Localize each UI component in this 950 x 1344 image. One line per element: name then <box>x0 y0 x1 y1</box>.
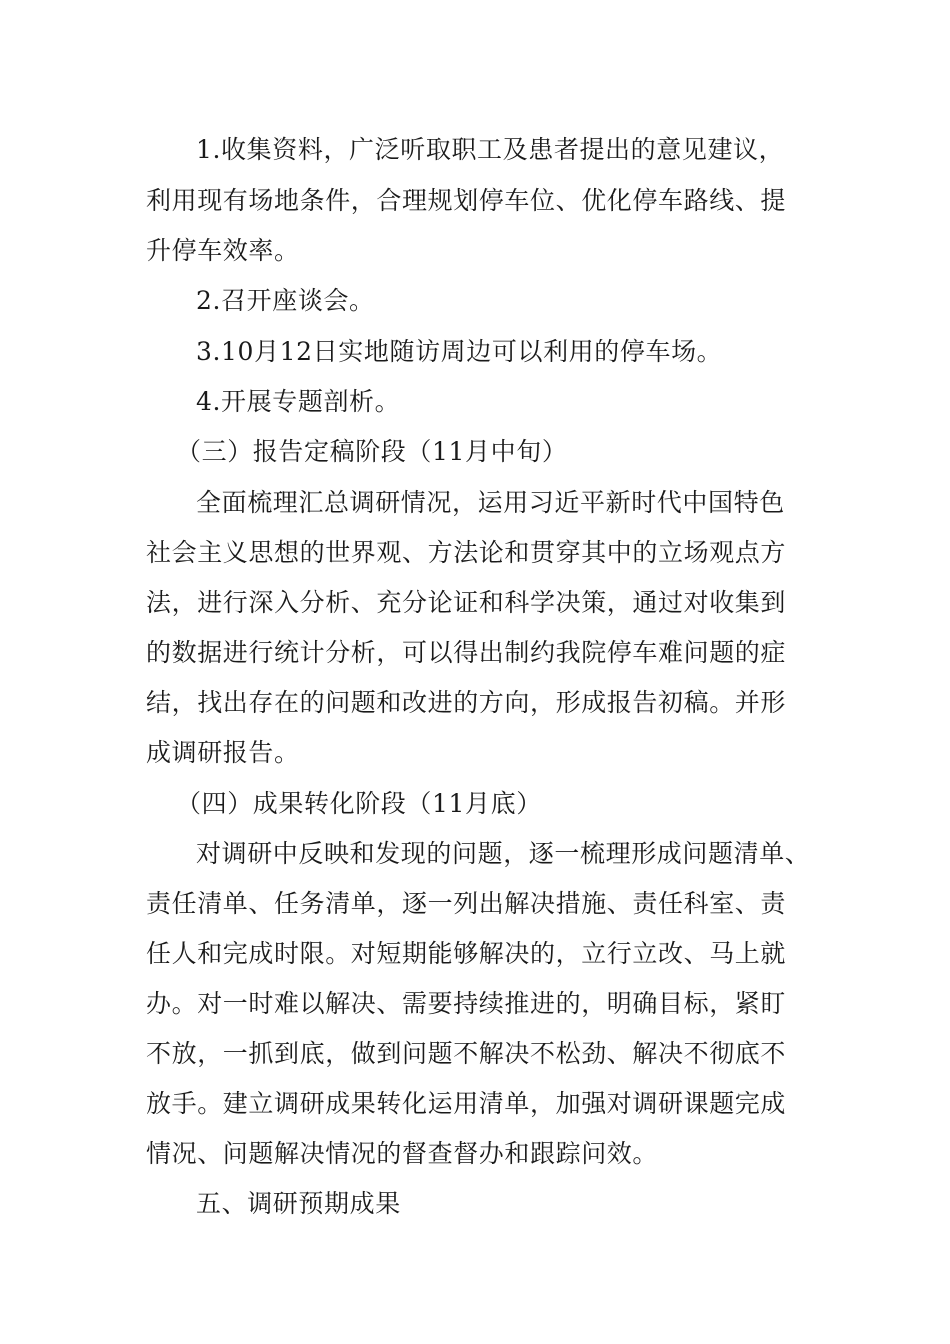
paragraph-line: 任人和完成时限。对短期能够解决的，立行立改、马上就 <box>146 939 787 968</box>
list-item: 4.开展专题剖析。 <box>196 387 401 416</box>
section-heading: （三）报告定稿阶段（11月中旬） <box>176 437 568 466</box>
paragraph-line: 法，进行深入分析、充分论证和科学决策，通过对收集到 <box>146 588 787 617</box>
paragraph-line: 全面梳理汇总调研情况，运用习近平新时代中国特色 <box>196 488 785 517</box>
list-item: 3.10月12日实地随访周边可以利用的停车场。 <box>196 337 723 366</box>
paragraph-line: 1.收集资料，广泛听取职工及患者提出的意见建议， <box>196 135 785 164</box>
paragraph-line: 责任清单、任务清单，逐一列出解决措施、责任科室、责 <box>146 889 787 918</box>
paragraph-line: 的数据进行统计分析，可以得出制约我院停车难问题的症 <box>146 638 787 667</box>
paragraph-line: 成调研报告。 <box>146 738 300 767</box>
paragraph-line: 情况、问题解决情况的督查督办和跟踪问效。 <box>146 1139 659 1168</box>
paragraph-line: 利用现有场地条件，合理规划停车位、优化停车路线、提 <box>146 186 787 215</box>
paragraph-line: 放手。建立调研成果转化运用清单，加强对调研课题完成 <box>146 1089 787 1118</box>
paragraph-line: 结，找出存在的问题和改进的方向，形成报告初稿。并形 <box>146 688 787 717</box>
paragraph-line: 社会主义思想的世界观、方法论和贯穿其中的立场观点方 <box>146 538 787 567</box>
paragraph-line: 不放，一抓到底，做到问题不解决不松劲、解决不彻底不 <box>146 1039 787 1068</box>
section-heading: （四）成果转化阶段（11月底） <box>176 789 542 818</box>
paragraph-line: 办。对一时难以解决、需要持续推进的，明确目标，紧盯 <box>146 989 787 1018</box>
list-item: 2.召开座谈会。 <box>196 286 375 315</box>
paragraph-line: 升停车效率。 <box>146 236 300 265</box>
section-heading: 五、调研预期成果 <box>196 1189 401 1218</box>
paragraph-line: 对调研中反映和发现的问题，逐一梳理形成问题清单、 <box>196 839 811 868</box>
